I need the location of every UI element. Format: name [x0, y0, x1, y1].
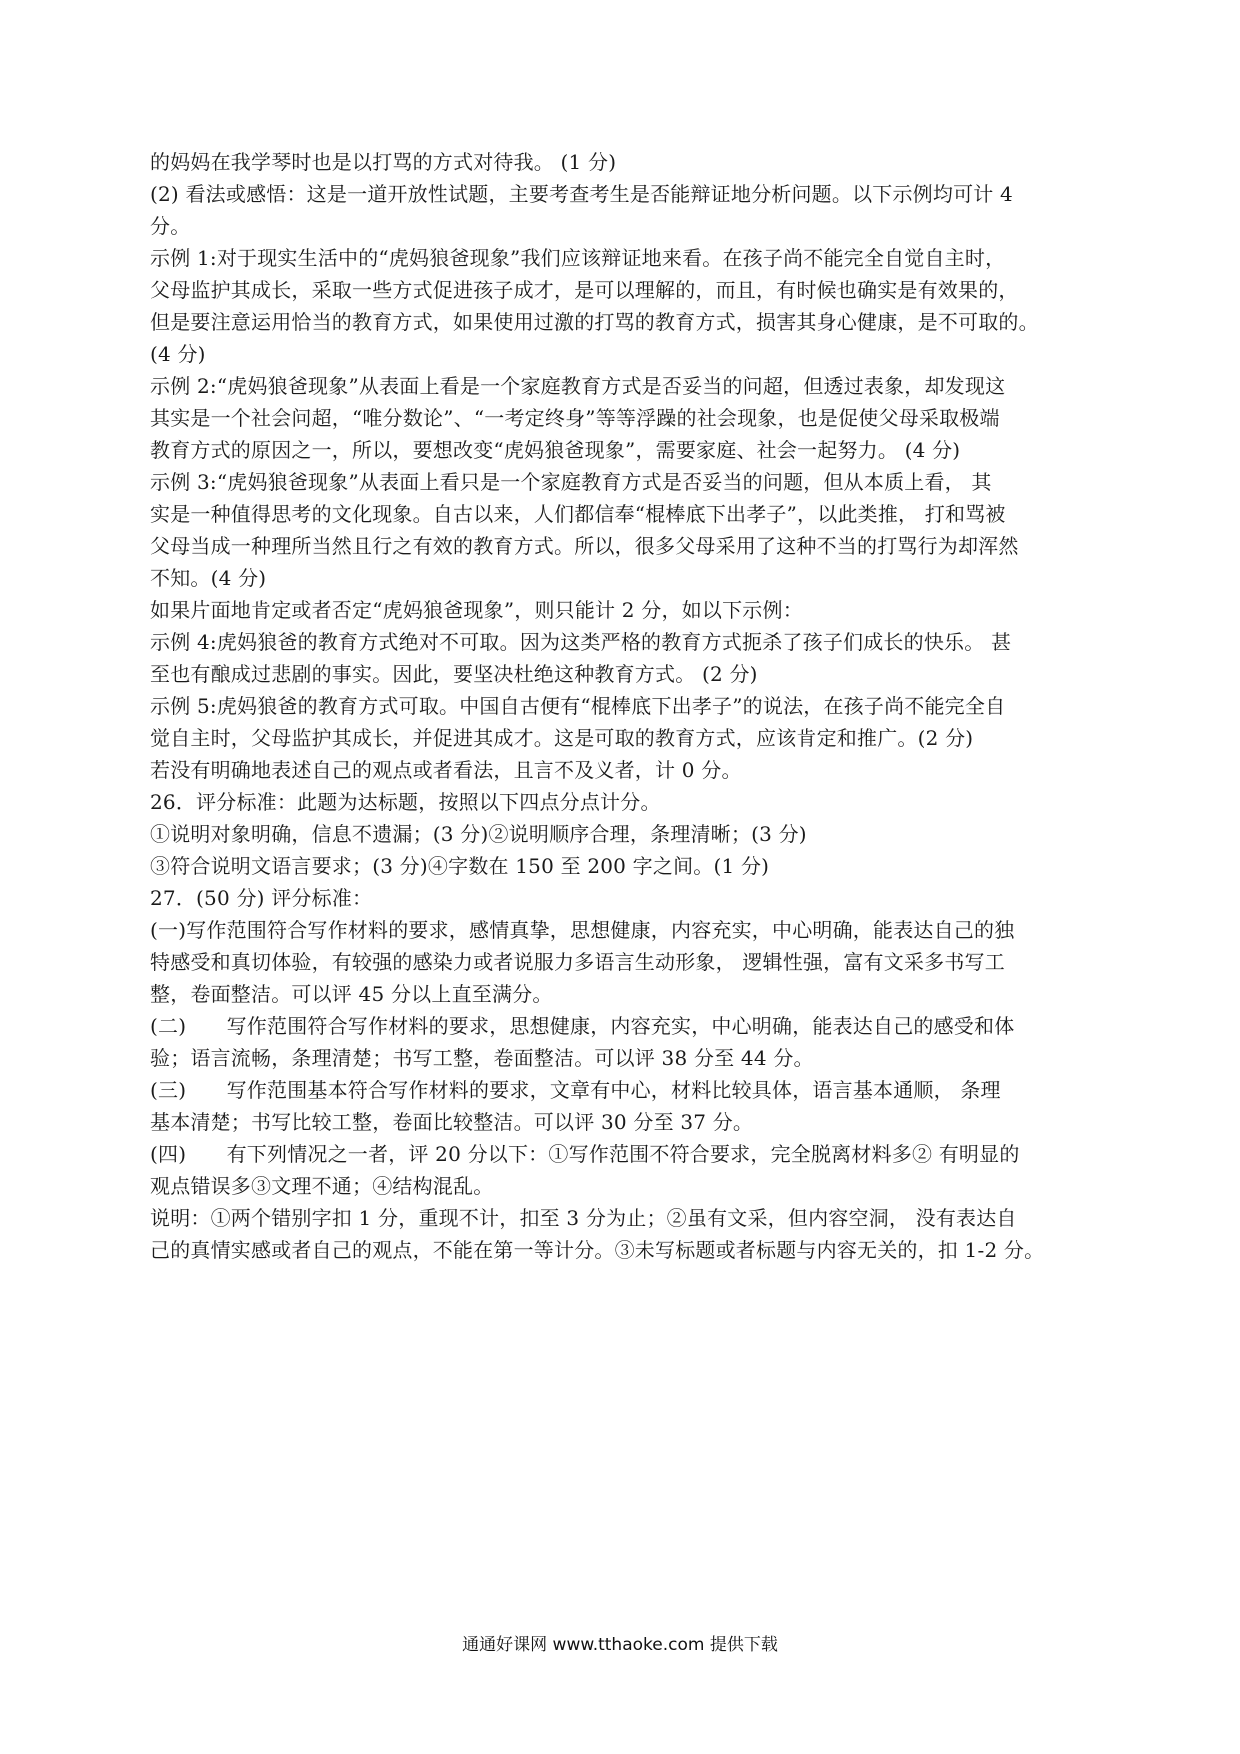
- text-line: 示例 2:“虎妈狼爸现象”从表面上看是一个家庭教育方式是否妥当的问超，但透过表象，却发现这: [150, 374, 1006, 398]
- text-line: 示例 3:“虎妈狼爸现象”从表面上看只是一个家庭教育方式是否妥当的问题，但从本质上看， 其: [150, 470, 992, 494]
- text-line: 26．评分标准：此题为达标题，按照以下四点分点计分。: [150, 790, 661, 814]
- text-line: 父母监护其成长，采取一些方式促进孩子成才，是可以理解的，而且，有时候也确实是有效果的，: [150, 278, 1019, 302]
- text-line: 的妈妈在我学琴时也是以打骂的方式对待我。 (1 分): [150, 150, 617, 174]
- text-line: 特感受和真切体验，有较强的感染力或者说服力多语言生动形象， 逻辑性强，富有文采多书写工: [150, 950, 1005, 974]
- text-line: 示例 1:对于现实生活中的“虎妈狼爸现象”我们应该辩证地来看。在孩子尚不能完全自觉自主时，: [150, 246, 1006, 270]
- text-line: (一)写作范围符合写作材料的要求，感情真挚，思想健康，内容充实，中心明确，能表达自己的独: [150, 918, 1015, 942]
- text-line: 如果片面地肯定或者否定“虎妈狼爸现象”，则只能计 2 分，如以下示例：: [150, 598, 803, 622]
- text-line: (四) 有下列情况之一者，评 20 分以下：①写作范围不符合要求，完全脱离材料多② 有明显的: [150, 1142, 1020, 1166]
- document-body: [150, 146, 1098, 1266]
- text-line: (4 分): [150, 342, 206, 366]
- text-line: 验；语言流畅，条理清楚；书写工整，卷面整洁。可以评 38 分至 44 分。: [150, 1046, 814, 1070]
- text-line: 若没有明确地表述自己的观点或者看法，且言不及义者，计 0 分。: [150, 758, 742, 782]
- text-line: 教育方式的原因之一，所以，要想改变“虎妈狼爸现象”，需要家庭、社会一起努力。 (4 分): [150, 438, 961, 462]
- text-line: 示例 5:虎妈狼爸的教育方式可取。中国自古便有“棍棒底下出孝子”的说法，在孩子尚不能完全自: [150, 694, 1006, 718]
- text-line: 分。: [150, 214, 191, 238]
- text-line: 实是一种值得思考的文化现象。自古以来，人们都信奉“棍棒底下出孝子”，以此类推， 打和骂被: [150, 502, 1006, 526]
- text-line: 说明：①两个错别字扣 1 分，重现不计，扣至 3 分为止；②虽有文采，但内容空洞， 没有表达自: [150, 1206, 1017, 1230]
- text-line: 整，卷面整洁。可以评 45 分以上直至满分。: [150, 982, 553, 1006]
- text-line: (二) 写作范围符合写作材料的要求，思想健康，内容充实，中心明确，能表达自己的感受和体: [150, 1014, 1015, 1038]
- text-line: 示例 4:虎妈狼爸的教育方式绝对不可取。因为这类严格的教育方式扼杀了孩子们成长的快乐。 甚: [150, 630, 1012, 654]
- text-line: 但是要注意运用恰当的教育方式，如果使用过激的打骂的教育方式，损害其身心健康，是不可取的。: [150, 310, 1039, 334]
- text-line: 观点错误多③文理不通；④结构混乱。: [150, 1174, 494, 1198]
- text-line: 己的真情实感或者自己的观点，不能在第一等计分。③未写标题或者标题与内容无关的，扣 1-2 分。: [150, 1238, 1045, 1262]
- text-line: ①说明对象明确，信息不遗漏；(3 分)②说明顺序合理，条理清晰；(3 分): [150, 822, 807, 846]
- text-line: ③符合说明文语言要求；(3 分)④字数在 150 至 200 字之间。(1 分): [150, 854, 770, 878]
- text-line: 其实是一个社会问超，“唯分数论”、“一考定终身”等等浮躁的社会现象，也是促使父母采取极端: [150, 406, 1000, 430]
- text-line: 觉自主时，父母监护其成长，并促进其成才。这是可取的教育方式，应该肯定和推广。(2 分): [150, 726, 974, 750]
- text-line: (2) 看法或感悟：这是一道开放性试题，主要考查考生是否能辩证地分析问题。以下示例均可计 4: [150, 182, 1013, 206]
- text-line: (三) 写作范围基本符合写作材料的要求，文章有中心，材料比较具体，语言基本通顺， 条理: [150, 1078, 1001, 1102]
- text-line: 至也有酿成过悲剧的事实。因此，要坚决杜绝这种教育方式。 (2 分): [150, 662, 758, 686]
- text-line: 父母当成一种理所当然且行之有效的教育方式。所以，很多父母采用了这种不当的打骂行为却浑然: [150, 534, 1019, 558]
- text-line: 不知。(4 分): [150, 566, 267, 590]
- text-line: 基本清楚；书写比较工整，卷面比较整洁。可以评 30 分至 37 分。: [150, 1110, 754, 1134]
- page-footer: 通通好课网 www.tthaoke.com 提供下载: [462, 1635, 778, 1655]
- text-line: 27．(50 分) 评分标准：: [150, 886, 373, 910]
